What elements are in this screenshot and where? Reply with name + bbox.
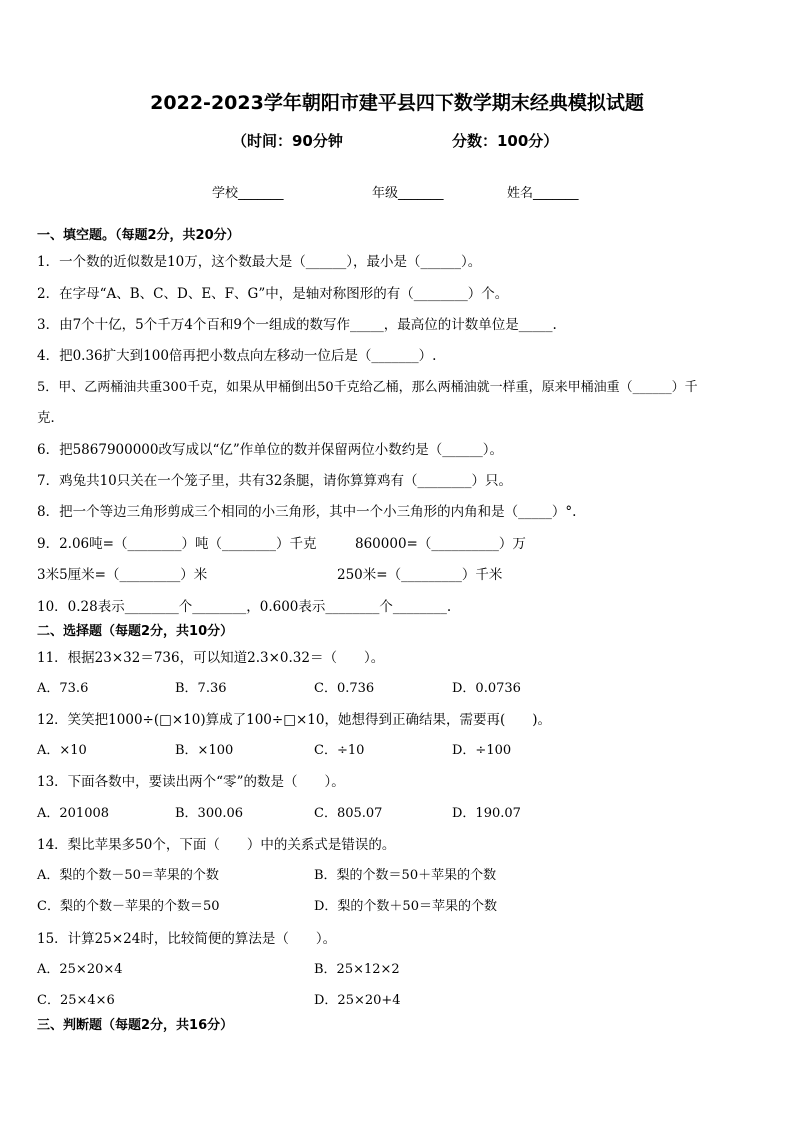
question-8: 8．把一个等边三角形剪成三个相同的小三角形，其中一个小三角形的内角和是（_____）°. [37,504,577,520]
option-12c[interactable]: C．÷10 [314,743,365,758]
option-15b[interactable]: B．25×12×2 [314,962,400,977]
question-3: 3．由7个十亿，5个千万4个百和9个一组成的数写作_____，最高位的计数单位是_____. [37,317,557,333]
option-11d[interactable]: D．0.0736 [452,681,521,696]
question-9c: 3米5厘米=（_________）米 [37,567,208,583]
option-13a[interactable]: A．201008 [37,806,110,821]
option-13c[interactable]: C．805.07 [314,806,383,821]
question-7: 7．鸡兔共10只关在一个笼子里，共有32条腿，请你算算鸡有（________）只。 [37,473,512,489]
option-11a[interactable]: A．73.6 [37,681,89,696]
school-field[interactable]: 学校_______ [212,186,284,201]
option-12a[interactable]: A．×10 [37,743,87,758]
question-1: 1．一个数的近似数是10万，这个数最大是（______），最小是（______）。 [37,254,482,270]
option-15a[interactable]: A．25×20×4 [37,962,123,977]
exam-time: （时间：90分钟 [232,132,343,150]
question-15: 15．计算25×24时，比较简便的算法是（ ）。 [37,931,337,947]
question-14: 14．梨比苹果多50个，下面（ ）中的关系式是错误的。 [37,837,396,853]
question-2: 2．在字母“A、B、C、D、E、F、G”中，是轴对称图形的有（________）个。 [37,286,509,302]
exam-score: 分数：100分） [452,132,559,150]
option-12b[interactable]: B．×100 [175,743,234,758]
option-15c[interactable]: C．25×4×6 [37,993,115,1008]
option-11c[interactable]: C．0.736 [314,681,375,696]
question-13: 13．下面各数中，要读出两个“零”的数是（ ）。 [37,774,345,790]
grade-field[interactable]: 年级_______ [372,186,444,201]
question-5-cont: 克． [37,410,64,426]
option-15d[interactable]: D．25×20+4 [314,993,401,1008]
question-10: 10．0.28表示________个________，0.600表示________个________. [37,599,452,615]
question-4: 4．把0.36扩大到100倍再把小数点向左移动一位后是（_______）. [37,348,437,364]
question-5: 5．甲、乙两桶油共重300千克，如果从甲桶倒出50千克给乙桶，那么两桶油就一样重，原来甲桶油重（______）千 [37,380,698,395]
question-11: 11．根据23×32＝736，可以知道2.3×0.32＝（ ）。 [37,650,385,666]
option-12d[interactable]: D．÷100 [452,743,512,758]
option-14c[interactable]: C．梨的个数－苹果的个数＝50 [37,899,220,914]
option-14d[interactable]: D．梨的个数＋50＝苹果的个数 [314,899,497,914]
question-9b: 860000=（__________）万 [355,536,526,552]
section-heading-fill: 一、填空题。（每题2分，共20分） [37,228,240,243]
name-field[interactable]: 姓名_______ [507,186,579,201]
question-9a: 9．2.06吨=（________）吨（________）千克 [37,536,317,552]
option-13d[interactable]: D．190.07 [452,806,521,821]
page-title: 2022-2023学年朝阳市建平县四下数学期末经典模拟试题 [150,92,644,114]
option-14a[interactable]: A．梨的个数－50＝苹果的个数 [37,868,219,883]
question-9d: 250米=（_________）千米 [337,567,503,583]
section-heading-judge: 三、判断题（每题2分，共16分） [37,1018,234,1033]
question-12: 12．笑笑把1000÷(□×10)算成了100÷□×10，她想得到正确结果，需要再( )。 [37,712,551,728]
option-14b[interactable]: B．梨的个数＝50＋苹果的个数 [314,868,497,883]
section-heading-choice: 二、选择题（每题2分，共10分） [37,624,234,639]
option-11b[interactable]: B．7.36 [175,681,227,696]
question-6: 6．把5867900000改写成以“亿”作单位的数并保留两位小数约是（______）。 [37,442,504,458]
option-13b[interactable]: B．300.06 [175,806,244,821]
